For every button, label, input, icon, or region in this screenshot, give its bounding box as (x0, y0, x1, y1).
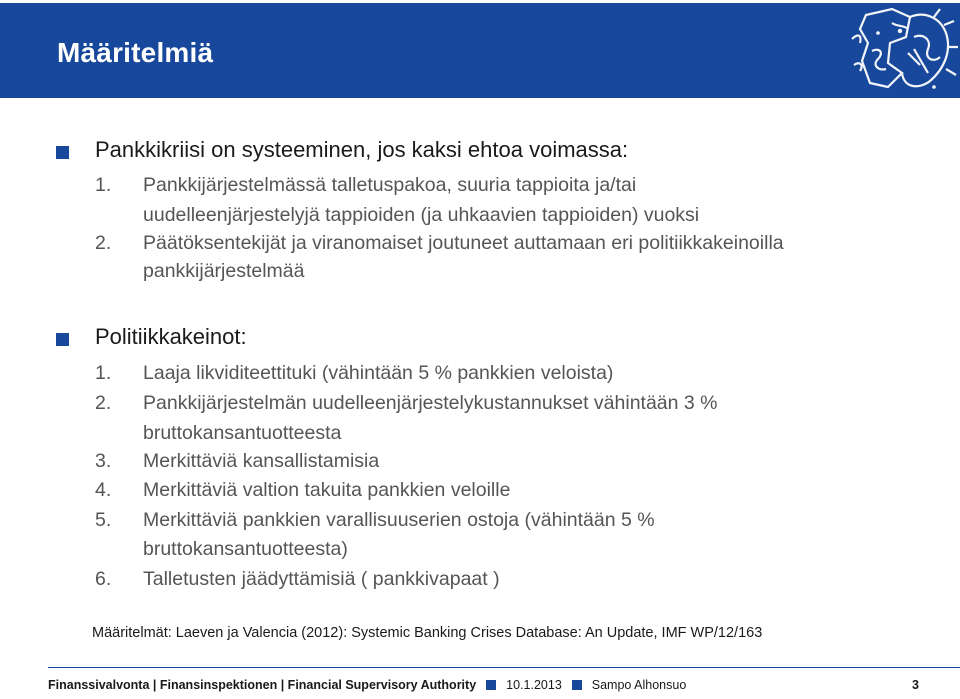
source-citation: Määritelmät: Laeven ja Valencia (2012): Systemic Banking Crises Database: An Update, IMF WP/12/163 (92, 625, 763, 641)
list-item-continuation: bruttokansantuotteesta (143, 422, 342, 444)
list-item (95, 171, 637, 199)
list-item (95, 389, 718, 417)
footer-square-icon (572, 680, 582, 690)
list-item-number: 6. (95, 568, 112, 590)
footer-divider (48, 667, 960, 668)
list-item-text: Pankkijärjestelmässä talletuspakoa, suuria tappioita ja/tai (143, 174, 637, 196)
list-item-number: 1. (95, 362, 112, 384)
section-heading: Pankkikriisi on systeeminen, jos kaksi ehtoa voimassa: (95, 137, 629, 162)
bullet-square-icon (56, 333, 69, 346)
list-item (95, 565, 500, 593)
footer-date: 10.1.2013 (506, 678, 562, 692)
list-item-text: Laaja likviditeettituki (vähintään 5 % pankkien veloista) (143, 362, 614, 384)
list-item (95, 506, 655, 534)
footer-square-icon (486, 680, 496, 690)
list-item (95, 447, 380, 475)
list-item (95, 229, 784, 257)
list-item-number: 3. (95, 450, 112, 472)
list-item-number: 1. (95, 174, 112, 196)
list-item (95, 359, 614, 387)
slide-footer (48, 678, 928, 694)
list-item-continuation: bruttokansantuotteesta) (143, 538, 348, 560)
bullet-square-icon (56, 146, 69, 159)
slide-title: Määritelmiä (57, 37, 214, 68)
list-item-continuation: uudelleenjärjestelyjä tappioiden (ja uhkaavien tappioiden) vuoksi (143, 204, 700, 226)
list-item-text: Pankkijärjestelmän uudelleenjärjestelykustannukset vähintään 3 % (143, 392, 718, 414)
footer-organization: Finanssivalvonta | Finansinspektionen | Financial Supervisory Authority (48, 678, 477, 692)
list-item-text: Päätöksentekijät ja viranomaiset joutuneet auttamaan eri politiikkakeinoilla (143, 232, 784, 254)
list-item-text: Merkittäviä valtion takuita pankkien veloille (143, 479, 511, 501)
list-item-number: 4. (95, 479, 112, 501)
list-item-text: Merkittäviä kansallistamisia (143, 450, 380, 472)
list-item-text: Merkittäviä pankkien varallisuuserien ostoja (vähintään 5 % (143, 509, 655, 531)
list-item-number: 5. (95, 509, 112, 531)
footer-author: Sampo Alhonsuo (591, 678, 687, 692)
section-heading: Politiikkakeinot: (95, 324, 247, 349)
list-item-continuation: pankkijärjestelmää (143, 260, 305, 282)
list-item (95, 476, 511, 504)
list-item-number: 2. (95, 232, 112, 254)
list-item-text: Talletusten jäädyttämisiä ( pankkivapaat ) (143, 568, 500, 590)
page-number: 3 (912, 678, 919, 692)
list-item-number: 2. (95, 392, 112, 414)
